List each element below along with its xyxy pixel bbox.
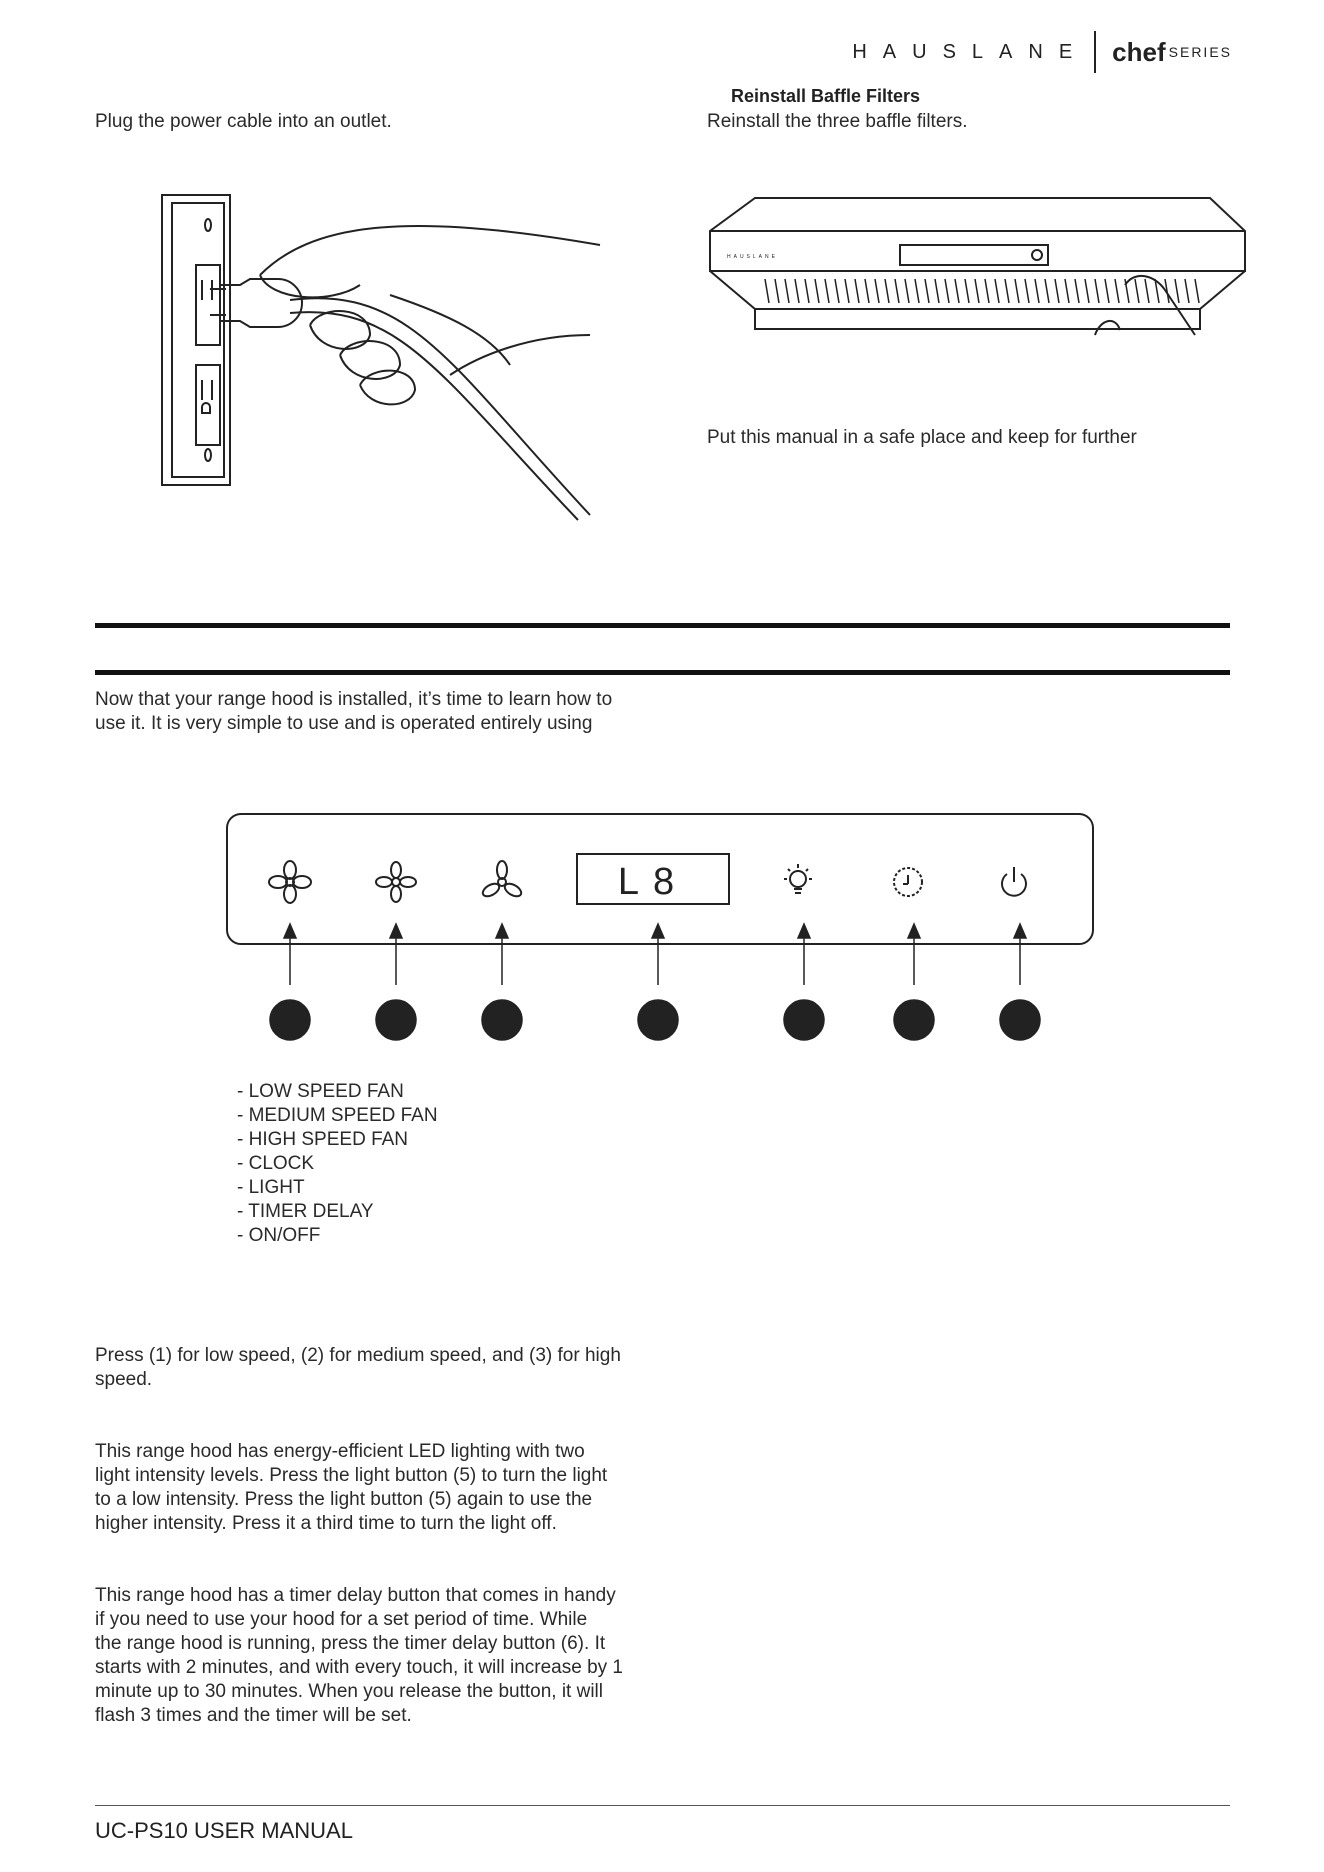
legend-item: - TIMER DELAY xyxy=(237,1201,374,1222)
baffle-slat xyxy=(935,279,939,303)
baffle-slat xyxy=(1075,279,1079,303)
baffle-slat xyxy=(865,279,869,303)
callout-dot xyxy=(376,1000,416,1040)
baffle-slat xyxy=(855,279,859,303)
baffle-slat xyxy=(965,279,969,303)
baffle-slat xyxy=(1085,279,1089,303)
baffle-slat xyxy=(1005,279,1009,303)
baffle-slat xyxy=(1135,279,1139,303)
hood-brand-label: HAUSLANE xyxy=(727,254,778,260)
pointer-arrow xyxy=(908,924,920,938)
legend-item: - LOW SPEED FAN xyxy=(237,1081,404,1102)
baffle-slat xyxy=(1065,279,1069,303)
pointer-arrow xyxy=(390,924,402,938)
baffle-slat xyxy=(1035,279,1039,303)
low-fan-icon xyxy=(269,861,311,903)
baffle-slat xyxy=(1055,279,1059,303)
range-hood-illustration xyxy=(705,195,1250,385)
legend-item: - HIGH SPEED FAN xyxy=(237,1129,409,1150)
paragraph-line: This range hood has a timer delay button that comes in handy xyxy=(95,1585,616,1606)
callout-dot xyxy=(894,1000,934,1040)
baffle-slat xyxy=(845,279,849,303)
intro-line-1: Now that your range hood is installed, it’s time to learn how to xyxy=(95,689,613,710)
outlet-plug-illustration xyxy=(150,185,610,525)
baffle-slat xyxy=(835,279,839,303)
timer-paragraph xyxy=(95,1584,623,1728)
baffle-slat xyxy=(1045,279,1049,303)
pointer-arrow xyxy=(284,924,296,938)
brand-name: HAUSLANE xyxy=(852,40,1089,63)
baffle-slat xyxy=(785,279,789,303)
baffle-slat xyxy=(1145,279,1149,303)
baffle-slat xyxy=(765,279,769,303)
footer-title: UC-PS10 USER MANUAL xyxy=(95,1818,353,1843)
intro-line-2: use it. It is very simple to use and is operated entirely using xyxy=(95,713,593,734)
pointer-arrow xyxy=(1014,924,1026,938)
baffle-slat xyxy=(1095,279,1099,303)
baffle-slat xyxy=(805,279,809,303)
baffle-slat xyxy=(1105,279,1109,303)
medium-fan-icon xyxy=(376,862,416,902)
light-bulb-icon xyxy=(784,864,812,893)
baffle-slat xyxy=(905,279,909,303)
pointer-arrow xyxy=(496,924,508,938)
baffle-slat xyxy=(945,279,949,303)
pointer-arrow xyxy=(798,924,810,938)
fan-speed-paragraph xyxy=(95,1344,621,1392)
callout-dot xyxy=(784,1000,824,1040)
legend-item: - MEDIUM SPEED FAN xyxy=(237,1105,438,1126)
legend-list xyxy=(237,1080,438,1248)
brand-chef: chef xyxy=(1112,36,1166,67)
legend-item: - LIGHT xyxy=(237,1177,305,1198)
baffle-slat xyxy=(875,279,879,303)
power-icon xyxy=(1002,867,1026,896)
baffle-slat xyxy=(985,279,989,303)
brand-header xyxy=(852,32,1232,72)
display-readout: L8 xyxy=(617,861,689,903)
baffle-slat xyxy=(775,279,779,303)
lighting-paragraph xyxy=(95,1440,607,1536)
baffle-slat xyxy=(1015,279,1019,303)
legend-item: - CLOCK xyxy=(237,1153,315,1174)
callout-dot xyxy=(1000,1000,1040,1040)
paragraph-line: starts with 2 minutes, and with every touch, it will increase by 1 xyxy=(95,1657,624,1678)
baffle-slat xyxy=(995,279,999,303)
high-fan-icon xyxy=(481,861,524,899)
paragraph-line: to a low intensity. Press the light button (5) again to use the xyxy=(95,1489,593,1510)
timer-icon xyxy=(894,868,922,896)
manual-note: Put this manual in a safe place and keep for further xyxy=(707,427,1137,448)
paragraph-line: if you need to use your hood for a set period of time. While xyxy=(95,1609,588,1630)
baffle-slat xyxy=(955,279,959,303)
footer-rule xyxy=(95,1805,1230,1806)
paragraph-line: flash 3 times and the timer will be set. xyxy=(95,1705,412,1726)
callout-dot xyxy=(270,1000,310,1040)
reinstall-text: Reinstall the three baffle filters. xyxy=(707,111,968,132)
baffle-slat xyxy=(1195,279,1199,303)
pointer-arrow xyxy=(652,924,664,938)
legend-item: - ON/OFF xyxy=(237,1225,321,1246)
paragraph-line: higher intensity. Press it a third time to turn the light off. xyxy=(95,1513,557,1534)
paragraph-line: Press (1) for low speed, (2) for medium speed, and (3) for high xyxy=(95,1345,621,1366)
paragraph-line: speed. xyxy=(95,1369,153,1390)
reinstall-heading: Reinstall Baffle Filters xyxy=(731,86,921,106)
paragraph-line: light intensity levels. Press the light button (5) to turn the light xyxy=(95,1465,608,1486)
baffle-slat xyxy=(815,279,819,303)
baffle-slat xyxy=(975,279,979,303)
baffle-slat xyxy=(795,279,799,303)
brand-divider xyxy=(1094,31,1096,73)
baffle-slat xyxy=(885,279,889,303)
baffle-slat xyxy=(1185,279,1189,303)
baffle-slat xyxy=(825,279,829,303)
baffle-slat xyxy=(1025,279,1029,303)
baffle-slat xyxy=(1115,279,1119,303)
paragraph-line: the range hood is running, press the timer delay button (6). It xyxy=(95,1633,606,1654)
baffle-slat xyxy=(1175,279,1179,303)
brand-series: SERIES xyxy=(1168,44,1232,60)
baffle-slat xyxy=(925,279,929,303)
baffle-slat xyxy=(895,279,899,303)
section-rule-bottom xyxy=(95,670,1230,675)
control-panel-diagram xyxy=(220,810,1100,1050)
callout-dot xyxy=(482,1000,522,1040)
paragraph-line: This range hood has energy-efficient LED lighting with two xyxy=(95,1441,585,1462)
paragraph-line: minute up to 30 minutes. When you release the button, it will xyxy=(95,1681,603,1702)
baffle-slat xyxy=(915,279,919,303)
plug-instruction: Plug the power cable into an outlet. xyxy=(95,111,392,132)
section-rule-top xyxy=(95,623,1230,628)
callout-dot xyxy=(638,1000,678,1040)
